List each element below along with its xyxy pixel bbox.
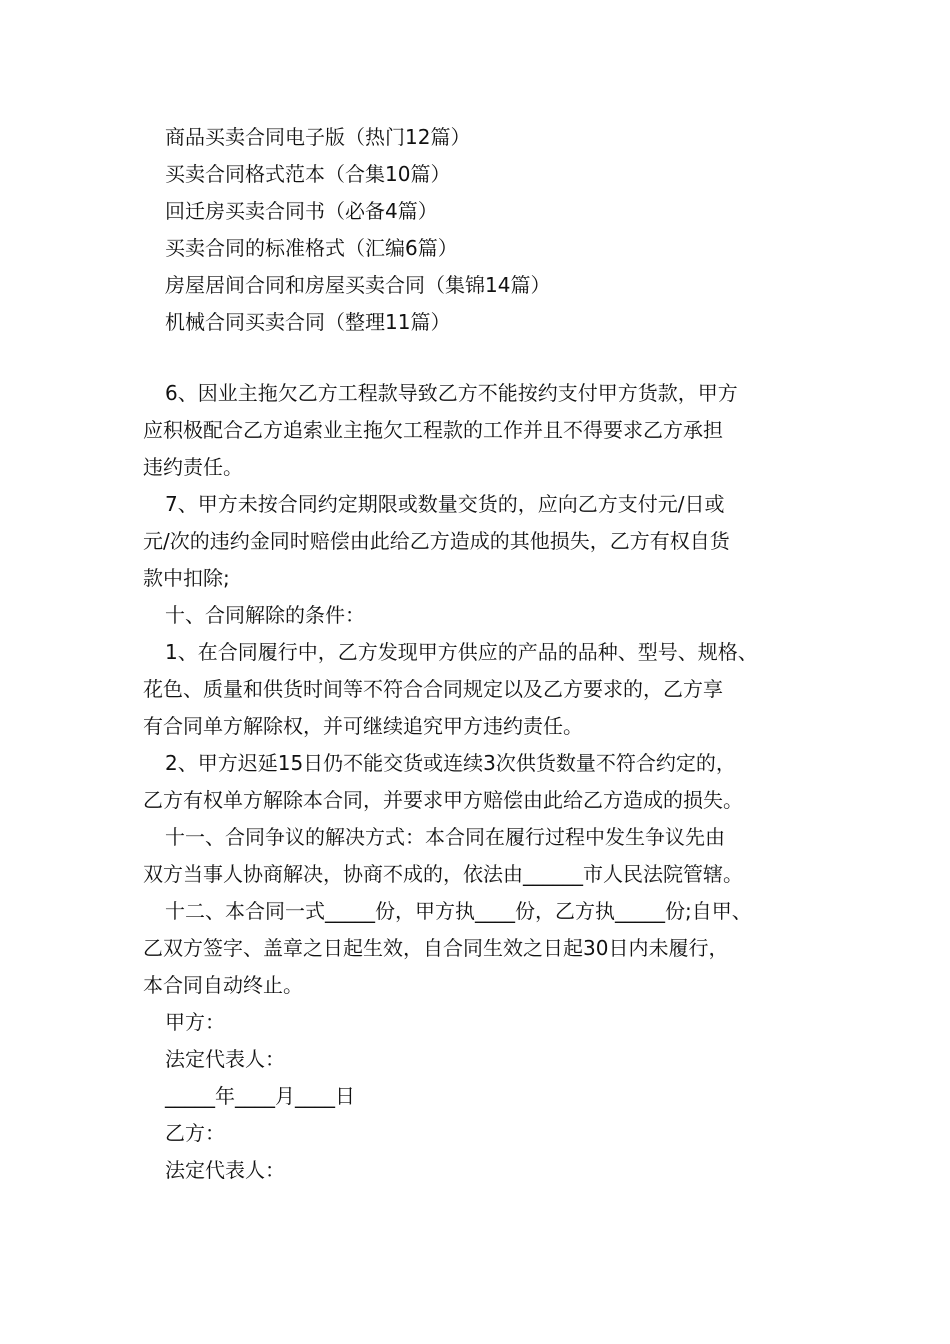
clause-line: 乙双方签字、盖章之日起生效，自合同生效之日起30日内未履行， [143, 936, 729, 960]
clause-line: 6、因业主拖欠乙方工程款导致乙方不能按约支付甲方货款，甲方 [165, 381, 738, 405]
clause-line: 1、在合同履行中，乙方发现甲方供应的产品的品种、型号、规格、 [165, 640, 758, 664]
clause-line: 有合同单方解除权，并可继续追究甲方违约责任。 [143, 714, 583, 738]
related-article-link[interactable]: 机械合同买卖合同（整理11篇） [165, 310, 451, 334]
related-article-link[interactable]: 回迁房买卖合同书（必备4篇） [165, 199, 438, 223]
signature-party-b: 乙方： [165, 1121, 225, 1145]
signature-legal-rep: 法定代表人： [165, 1047, 285, 1071]
clause-line: 双方当事人协商解决，协商不成的，依法由______市人民法院管辖。 [143, 862, 743, 886]
clause-line: 十一、合同争议的解决方式：本合同在履行过程中发生争议先由 [165, 825, 725, 849]
related-article-link[interactable]: 商品买卖合同电子版（热门12篇） [165, 125, 471, 149]
section-heading: 十、合同解除的条件： [165, 603, 365, 627]
clause-line: 乙方有权单方解除本合同，并要求甲方赔偿由此给乙方造成的损失。 [143, 788, 743, 812]
clause-line: 2、甲方迟延15日仍不能交货或连续3次供货数量不符合约定的， [165, 751, 736, 775]
clause-line: 违约责任。 [143, 455, 243, 479]
related-article-link[interactable]: 房屋居间合同和房屋买卖合同（集锦14篇） [165, 273, 551, 297]
signature-legal-rep: 法定代表人： [165, 1158, 285, 1182]
signature-date: _____年____月____日 [165, 1084, 355, 1108]
clause-line: 款中扣除; [143, 566, 230, 590]
related-articles-list [165, 119, 865, 341]
clause-line: 7、甲方未按合同约定期限或数量交货的，应向乙方支付元/日或 [165, 492, 725, 516]
clause-line: 花色、质量和供货时间等不符合合同规定以及乙方要求的，乙方享 [143, 677, 723, 701]
related-article-link[interactable]: 买卖合同的标准格式（汇编6篇） [165, 236, 458, 260]
clause-line: 本合同自动终止。 [143, 973, 303, 997]
clause-line: 元/次的违约金同时赔偿由此给乙方造成的其他损失，乙方有权自货 [143, 529, 730, 553]
clause-line: 应积极配合乙方追索业主拖欠工程款的工作并且不得要求乙方承担 [143, 418, 723, 442]
clause-line: 十二、本合同一式_____份，甲方执____份，乙方执_____份;自甲、 [165, 899, 752, 923]
related-article-link[interactable]: 买卖合同格式范本（合集10篇） [165, 162, 451, 186]
signature-party-a: 甲方： [165, 1010, 225, 1034]
contract-body [143, 375, 833, 1189]
